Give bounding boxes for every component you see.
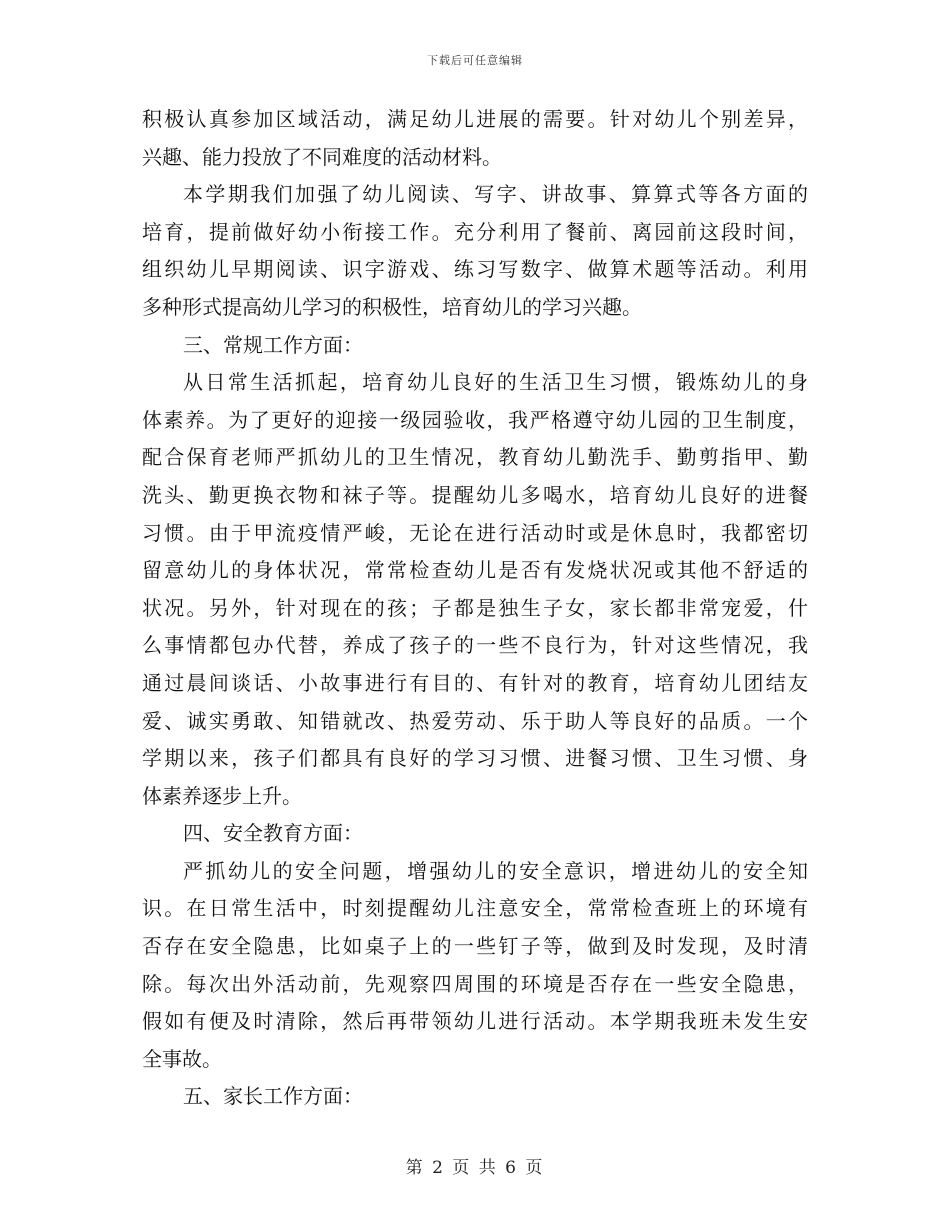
text-line: 培育，提前做好幼小衔接工作。充分利用了餐前、离园前这段时间， (142, 219, 808, 244)
page-footer: 第 2 页 共 6 页 (405, 1158, 545, 1178)
text-line: 体素养。为了更好的迎接一级园验收，我严格遵守幼儿园的卫生制度， (142, 407, 808, 432)
text-line: 留意幼儿的身体状况，常常检查幼儿是否有发烧状况或其他不舒适的 (142, 558, 808, 583)
text-line: 配合保育老师严抓幼儿的卫生情况，教育幼儿勤洗手、勤剪指甲、勤 (142, 445, 808, 470)
text-line: 除。每次出外活动前，先观察四周围的环境是否存在一些安全隐患， (142, 971, 808, 996)
text-line: 本学期我们加强了幼儿阅读、写字、讲故事、算算式等各方面的 (183, 182, 808, 207)
text-line: 四、安全教育方面： (183, 821, 363, 846)
text-line: 通过晨间谈话、小故事进行有目的、有针对的教育，培育幼儿团结友 (142, 670, 808, 695)
text-line: 五、家长工作方面： (183, 1084, 363, 1109)
text-line: 习惯。由于甲流疫情严峻，无论在进行活动时或是休息时，我都密切 (142, 520, 808, 545)
text-line: 兴趣、能力投放了不同难度的活动材料。 (142, 144, 502, 169)
text-line: 三、常规工作方面： (183, 332, 363, 357)
text-line: 积极认真参加区域活动，满足幼儿进展的需要。针对幼儿个别差异， (142, 107, 808, 131)
text-line: 假如有便及时清除，然后再带领幼儿进行活动。本学期我班未发生安 (142, 1009, 808, 1034)
text-line: 状况。另外，针对现在的孩；子都是独生子女，家长都非常宠爱，什 (142, 595, 808, 620)
text-line: 严抓幼儿的安全问题，增强幼儿的安全意识，增进幼儿的安全知 (183, 858, 808, 883)
text-line: 爱、诚实勇敢、知错就改、热爱劳动、乐于助人等良好的品质。一个 (142, 708, 808, 733)
text-line: 组织幼儿早期阅读、识字游戏、练习写数字、做算术题等活动。利用 (142, 257, 808, 282)
page-header: 下载后可任意编辑 (427, 54, 523, 67)
text-line: 从日常生活抓起，培育幼儿良好的生活卫生习惯，锻炼幼儿的身 (183, 370, 808, 395)
text-line: 识。在日常生活中，时刻提醒幼儿注意安全，常常检查班上的环境有 (142, 896, 808, 921)
text-line: 多种形式提高幼儿学习的积极性，培育幼儿的学习兴趣。 (142, 294, 642, 319)
text-line: 全事故。 (142, 1046, 222, 1071)
text-line: 么事情都包办代替，养成了孩子的一些不良行为，针对这些情况，我 (142, 633, 808, 658)
text-line: 否存在安全隐患，比如桌子上的一些钉子等，做到及时发现，及时清 (142, 934, 808, 959)
text-line: 学期以来，孩子们都具有良好的学习习惯、进餐习惯、卫生习惯、身 (142, 746, 808, 771)
text-line: 体素养逐步上升。 (142, 783, 302, 808)
document-body (142, 101, 808, 1116)
text-line: 洗头、勤更换衣物和袜子等。提醒幼儿多喝水，培育幼儿良好的进餐 (142, 482, 808, 507)
